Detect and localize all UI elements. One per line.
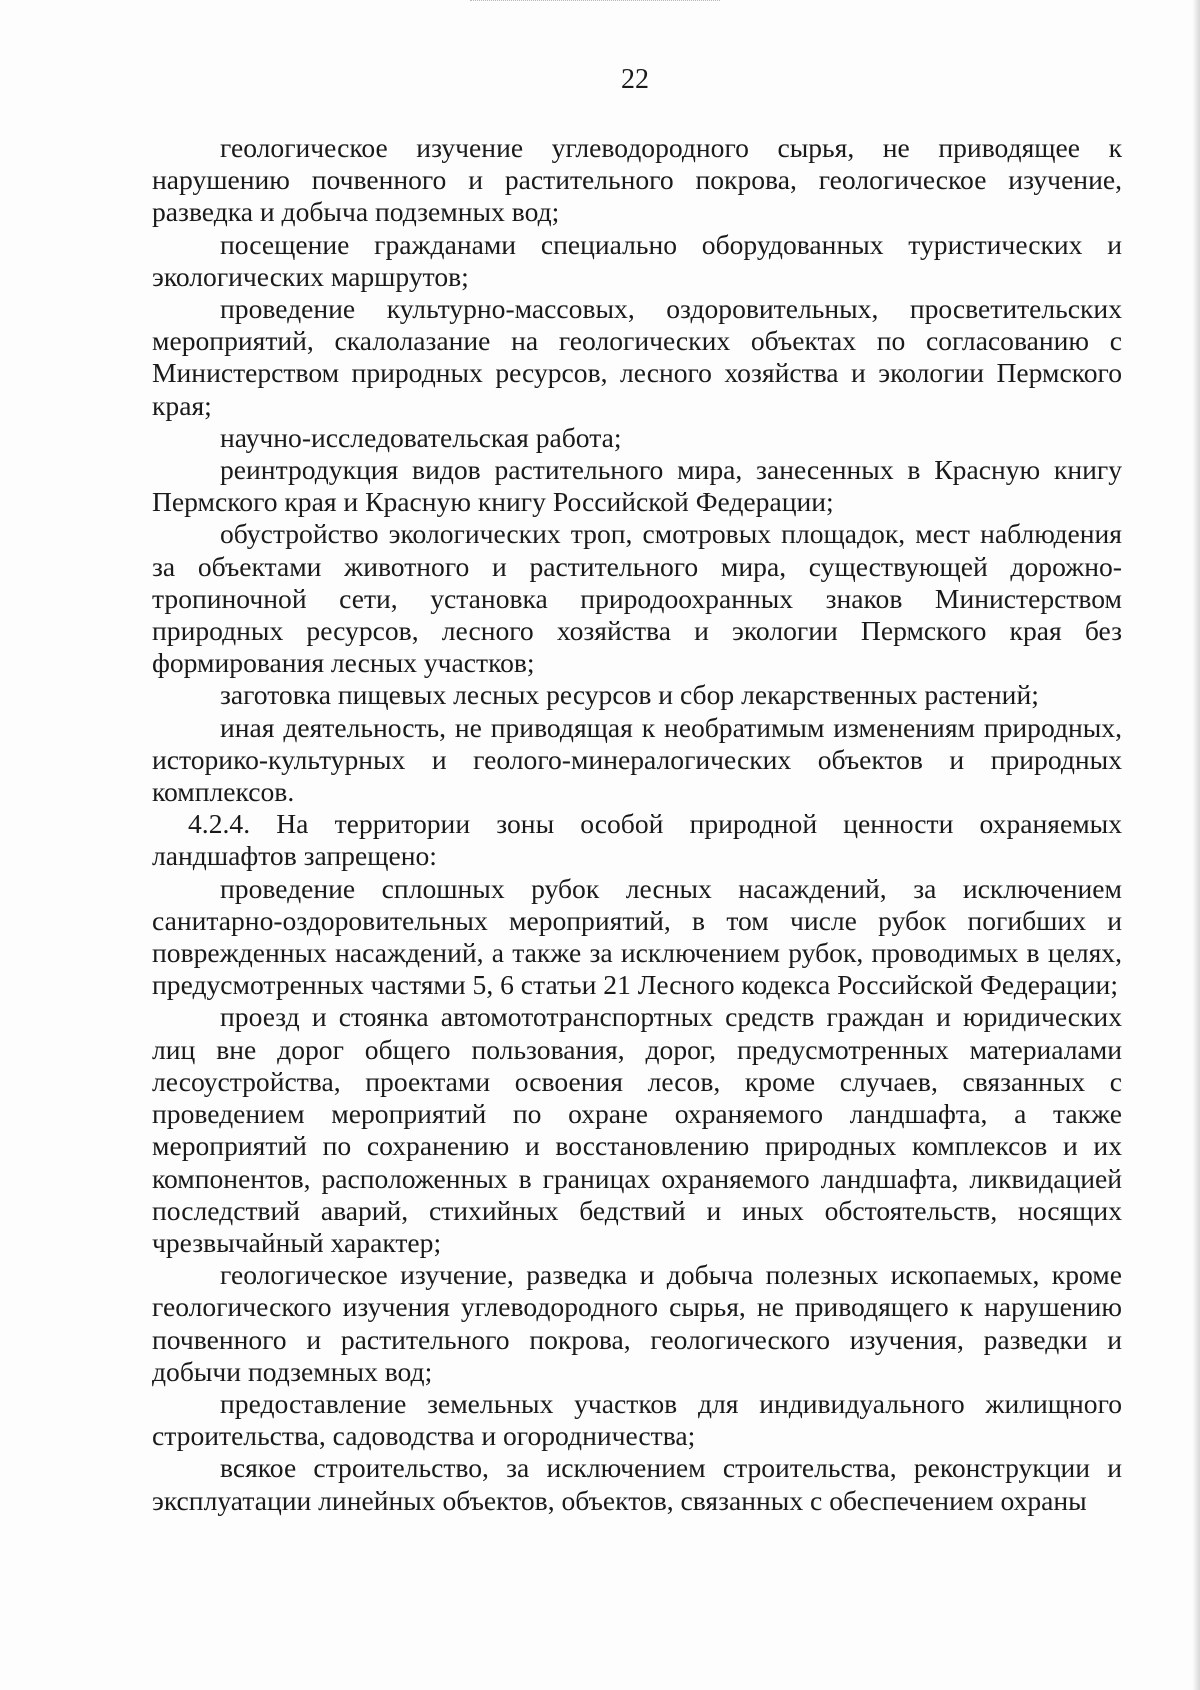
paragraph-12: геологическое изучение, разведка и добыча полезных ископаемых, кроме геологического изучения углеводородного сырья, не приводящего к нарушению почвенного и растительного покрова, геологического изучения, разведки и добычи подземных вод;	[152, 1259, 1122, 1387]
paragraph-5: реинтродукция видов растительного мира, занесенных в Красную книгу Пермского края и Красную книгу Российской Федерации;	[152, 454, 1122, 518]
scan-edge-shadow	[1192, 0, 1200, 1690]
document-body	[152, 132, 1122, 1517]
paragraph-8: иная деятельность, не приводящая к необратимым изменениям природных, историко-культурных и геолого-минералогических объектов и природных комплексов.	[152, 711, 1122, 808]
page-number: 22	[621, 64, 649, 95]
clause-4-2-4: 4.2.4. На территории зоны особой природной ценности охраняемых ландшафтов запрещено:	[152, 808, 1122, 872]
paragraph-2: посещение гражданами специально оборудованных туристических и экологических маршрутов;	[152, 228, 1122, 292]
paragraph-1: геологическое изучение углеводородного сырья, не приводящее к нарушению почвенного и растительного покрова, геологическое изучение, разведка и добыча подземных вод;	[152, 132, 1122, 228]
paragraph-3: проведение культурно-массовых, оздоровительных, просветительских мероприятий, скалолазание на геологических объектах по согласованию с Министерством природных ресурсов, лесного хозяйства и экологии Пермского края;	[152, 293, 1122, 421]
scan-artifact	[470, 0, 720, 5]
paragraph-6: обустройство экологических троп, смотровых площадок, мест наблюдения за объектами животного и растительного мира, существующей дорожно-тропиночной сети, установка природоохранных знаков Министерством природных ресурсов, лесного хозяйства и экологии Пермского края без формирования лесных участков;	[152, 518, 1122, 679]
paragraph-14: всякое строительство, за исключением строительства, реконструкции и эксплуатации линейных объектов, объектов, связанных с обеспечением охраны	[152, 1452, 1122, 1516]
paragraph-10: проведение сплошных рубок лесных насаждений, за исключением санитарно-оздоровительных мероприятий, в том числе рубок погибших и поврежденных насаждений, а также за исключением рубок, проводимых в целях, предусмотренных частями 5, 6 статьи 21 Лесного кодекса Российской Федерации;	[152, 872, 1122, 1001]
paragraph-4: научно-исследовательская работа;	[220, 421, 622, 453]
paragraph-7: заготовка пищевых лесных ресурсов и сбор лекарственных растений;	[220, 679, 1039, 711]
paragraph-13: предоставление земельных участков для индивидуального жилищного строительства, садоводства и огородничества;	[152, 1387, 1122, 1452]
paragraph-11: проезд и стоянка автомототранспортных средств граждан и юридических лиц вне дорог общего пользования, дорог, предусмотренных материалами лесоустройства, проектами освоения лесов, кроме случаев, связанных с проведением мероприятий по охране охраняемого ландшафта, а также мероприятий по сохранению и восстановлению природных комплексов и их компонентов, расположенных в границах охраняемого ландшафта, ликвидацией последствий аварий, стихийных бедствий и иных обстоятельств, носящих чрезвычайный характер;	[152, 1001, 1122, 1258]
